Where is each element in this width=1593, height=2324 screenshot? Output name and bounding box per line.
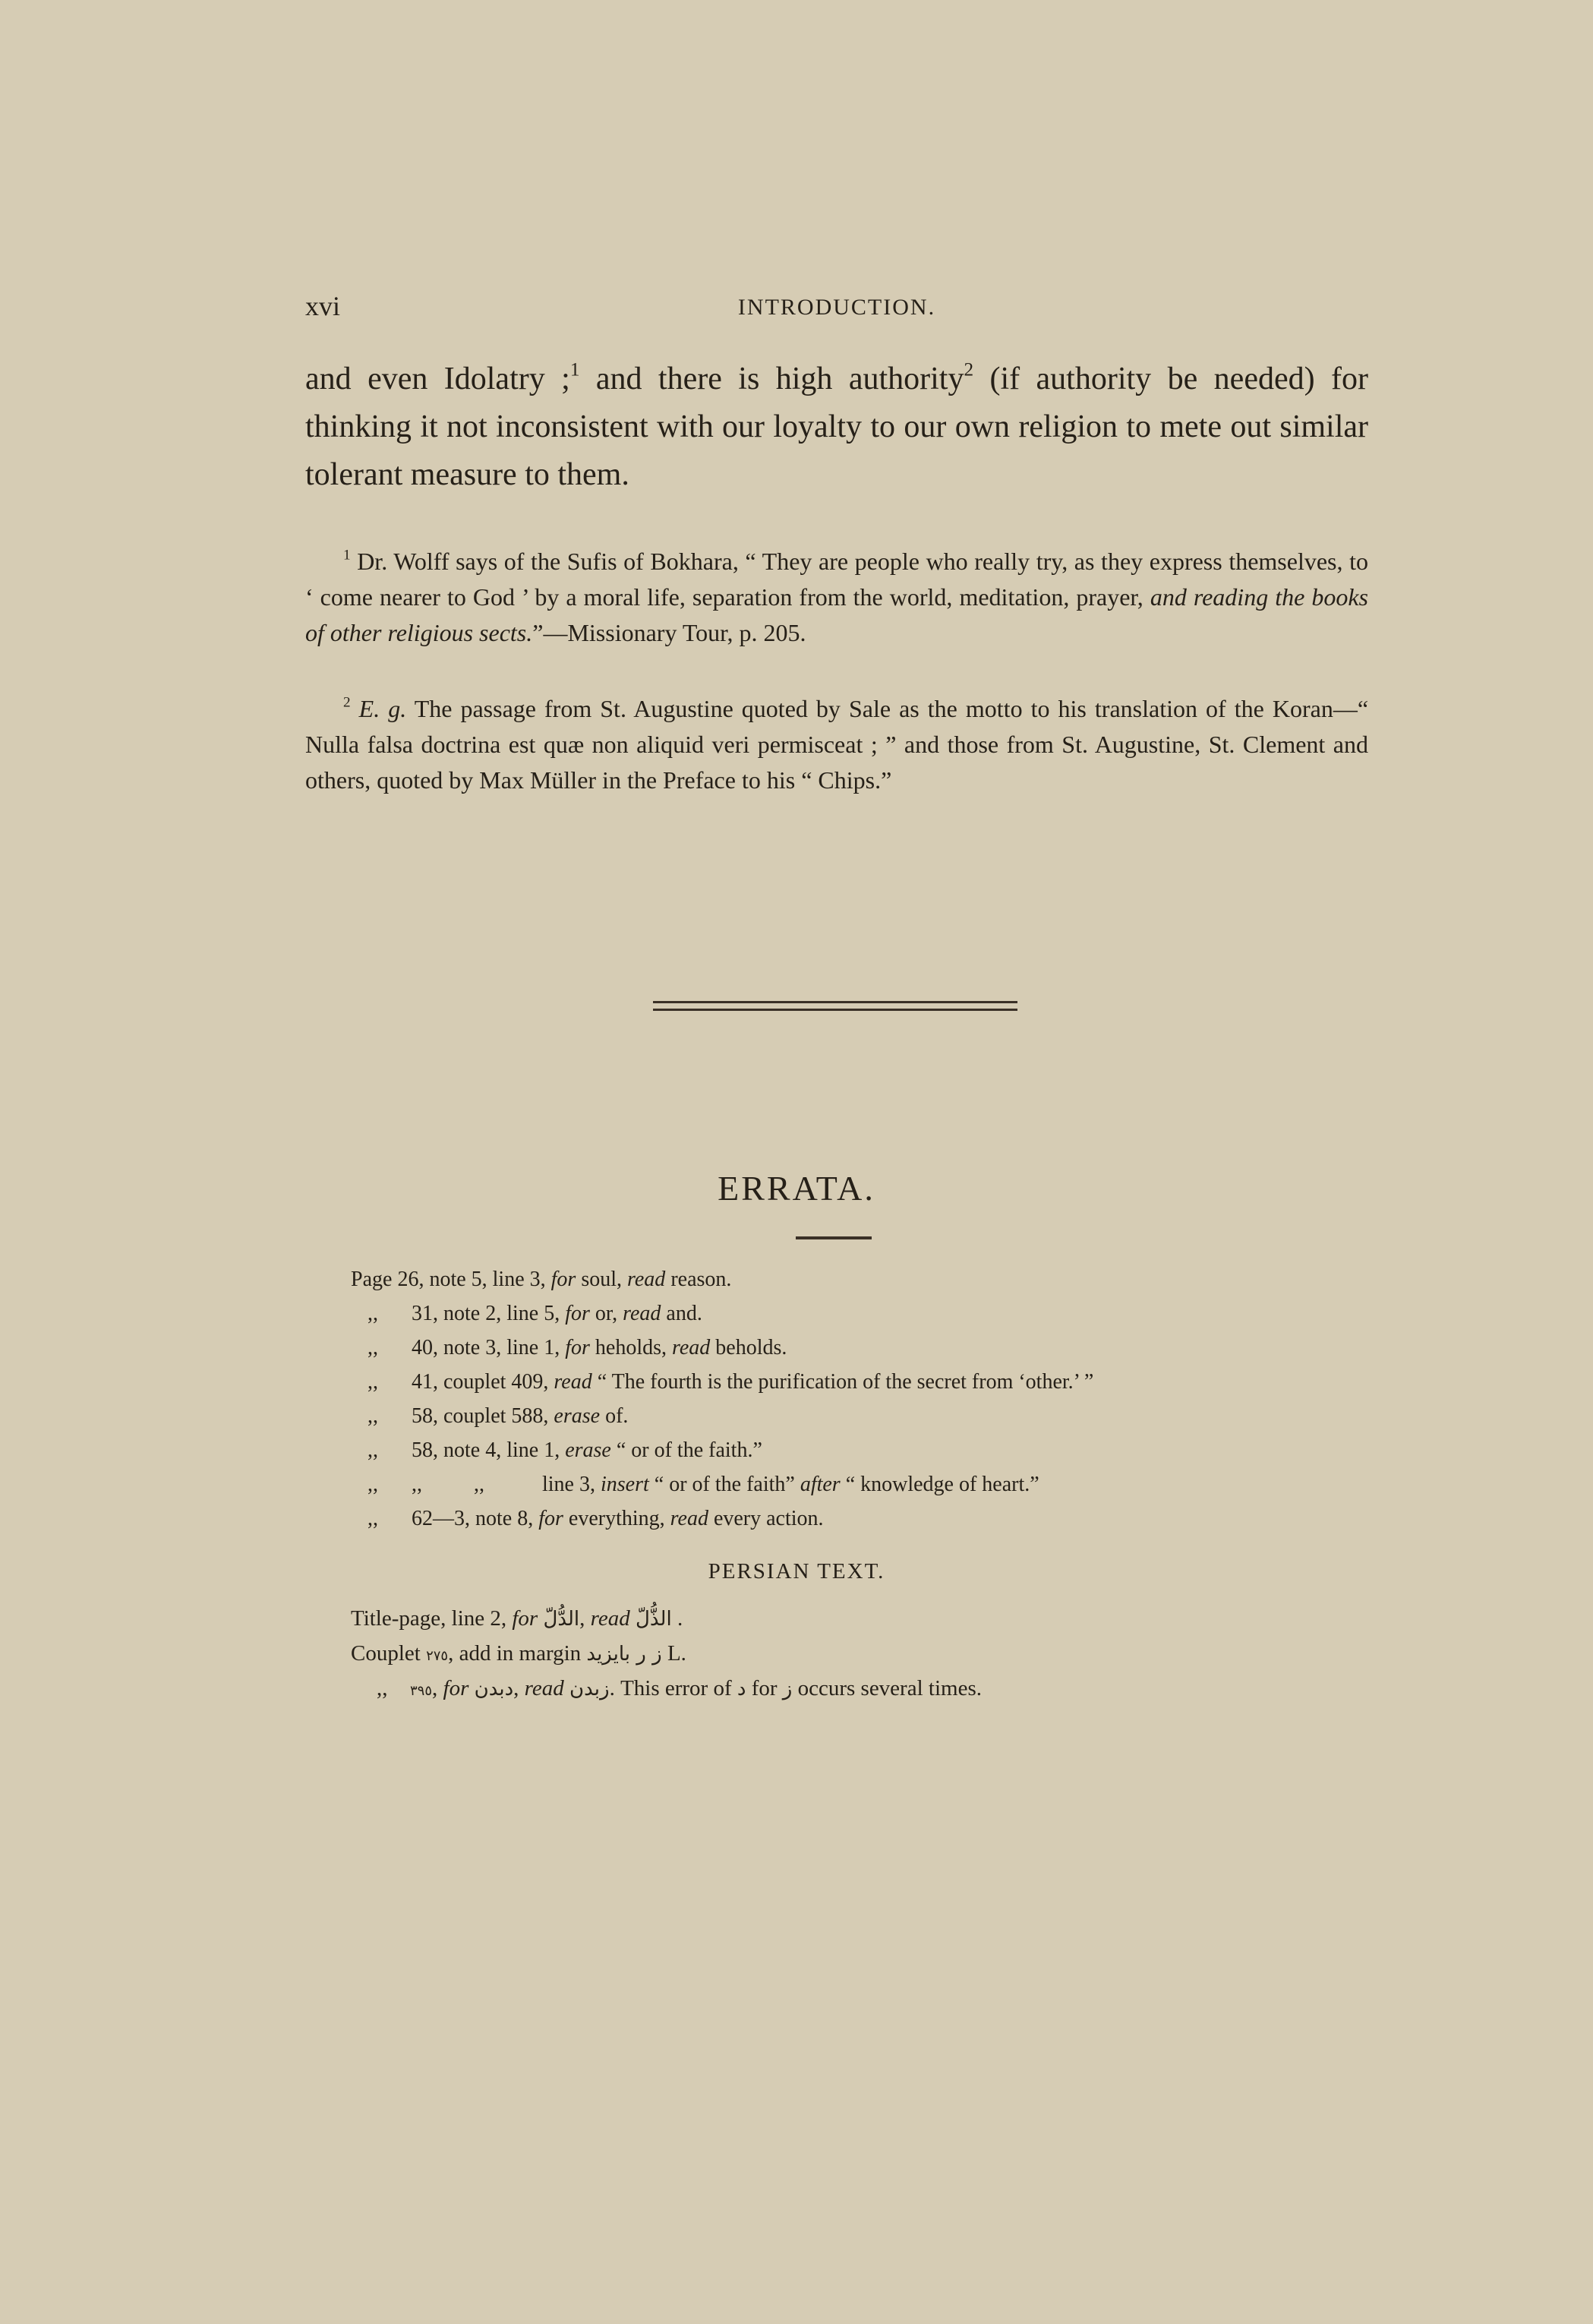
persian-text-heading: PERSIAN TEXT. (708, 1559, 885, 1584)
errata-row: ,, 31, note 2, line 5, for or, read and. (367, 1302, 702, 1325)
section-divider (653, 1001, 1017, 1013)
persian-errata-row: ,, ٣٩٥, for دبدن, read زبدن. This error of د for ز occurs several times. (377, 1676, 982, 1700)
body-text: and there is high authority (579, 362, 964, 396)
footnote-mark: 1 (343, 547, 351, 564)
footnote-text: The passage from St. Augustine quoted by Sale as the motto to his translation of the Koran—“ Nulla falsa doctrina est quæ non aliquid veri permisceat ; ” and those from St. Augustine, St. Clement and others, quoted by Max Müller in the Preface to his “ Chips.” (305, 695, 1369, 794)
footnote-text: Dr. Wolff says of the Sufis of Bokhara, “ They are people who really try, as they express themselves, to ‘ come nearer to God ’ by a moral life, separation from the world, meditation, prayer, (305, 548, 1368, 611)
errata-row: ,, 40, note 3, line 1, for heholds, read beholds. (367, 1336, 787, 1359)
footnote-ref-2: 2 (964, 359, 974, 380)
page-header (305, 290, 1368, 328)
errata-row: Page 26, note 5, line 3, for soul, read reason. (351, 1268, 732, 1291)
footnote-italic: E. g. (358, 695, 407, 722)
body-text: and even Idolatry ; (305, 362, 570, 396)
persian-errata-row: Title-page, line 2, for الدُّلّ, read الذُّلّ . (351, 1606, 683, 1631)
errata-heading: ERRATA. (718, 1169, 875, 1208)
persian-errata-list (351, 1601, 1399, 1706)
errata-row: ,, 58, couplet 588, erase of. (367, 1404, 629, 1428)
errata-row: ,, 62—3, note 8, for everything, read every action. (367, 1507, 824, 1530)
footnote-text: ”—Missionary Tour, p. 205. (532, 619, 806, 646)
persian-errata-row: Couplet ٢٧٥, add in margin ز ر بایزید L. (351, 1641, 686, 1666)
footnote-2 (305, 691, 1368, 798)
body-text: (if authority be needed) for thinking it not inconsistent with our loyalty to our own religion to mete out similar tolerant measure to them. (305, 362, 1368, 492)
errata-row: ,, 41, couplet 409, read “ The fourth is the purification of the secret from ‘other.’ ” (367, 1370, 1094, 1394)
footnote-ref-1: 1 (569, 359, 580, 380)
footnote-mark: 2 (343, 694, 351, 711)
footnote-italic: and reading the books of other religious sects. (305, 583, 1369, 646)
running-title: INTRODUCTION. (737, 295, 936, 320)
errata-row: ,, 58, note 4, line 1, erase “ or of the faith.” (367, 1438, 762, 1462)
heading-rule (796, 1236, 872, 1239)
footnote-1 (305, 544, 1368, 651)
errata-list (351, 1262, 1399, 1536)
errata-row: ,, ,, ,, line 3, insert “ or of the faith” after “ knowledge of heart.” (367, 1473, 1039, 1496)
page-number: xvi (305, 291, 341, 321)
body-paragraph (305, 355, 1368, 499)
